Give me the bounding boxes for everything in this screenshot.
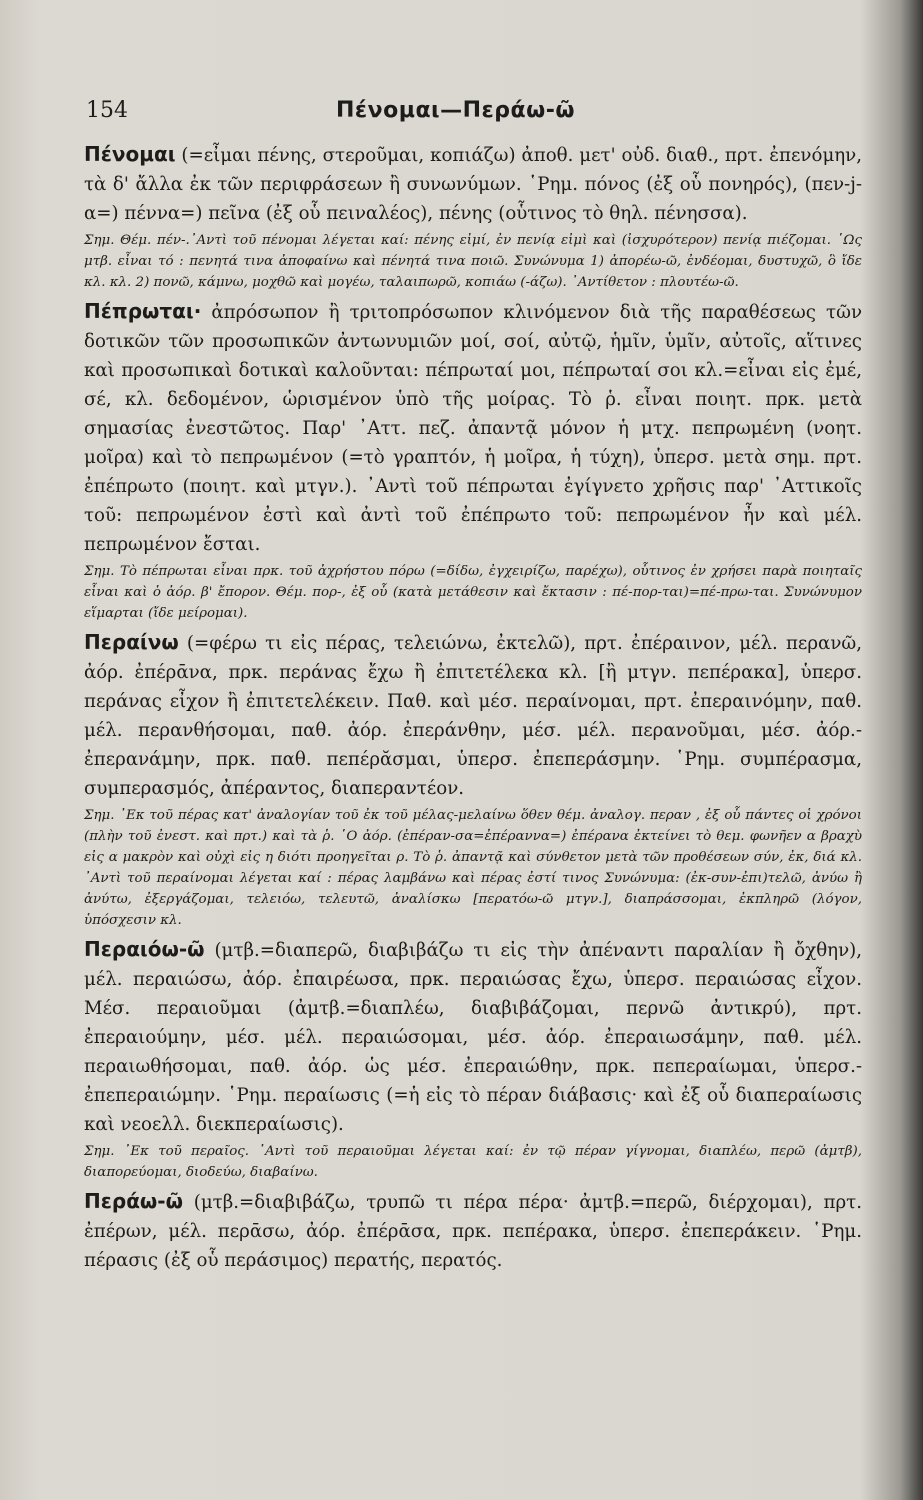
- entry-body: ἀπρόσωπον ἢ τριτοπρόσωπον κλινόμενον διὰ τῆς παραθέσεως τῶν δοτικῶν τῶν προσωπικῶν ἀντωνυμιῶν μοί, σοί, αὐτῷ, ἡμῖν, ὑμῖν, αὐτοῖς, αἵτινες καὶ προσωπικαὶ δοτικαὶ καλοῦνται: πέπρωταί μοι, πέπρωταί σοι κλ.=εἶναι εἰς ἐμέ, σέ, κλ. δεδομένον, ὡρισμένον ὑπὸ τῆς μοίρας. Τὸ ῥ. εἶναι ποιητ. πρκ. μετὰ σημασίας ἐνεστῶτος. Παρ' ᾿Αττ. πεζ. ἀπαντᾷ μόνον ἡ μτχ. πεπρωμένη (νοητ. μοῖρα) καὶ τὸ πεπρωμένον (=τὸ γραπτόν, ἡ μοῖρα, ἡ τύχη), ὑπερσ. μετὰ σημ. πρτ. ἐπέπρωτο (ποιητ. καὶ μτγν.). ᾿Αντὶ τοῦ πέπρωται ἐγίγνετο χρῆσις παρ' ᾿Αττικοῖς τοῦ: πεπρωμένον ἐστὶ καὶ ἀντὶ τοῦ ἐπέπρωτο τοῦ: πεπρωμένον ἦν καὶ μέλ. πεπρωμένον ἔσται.: [84, 302, 862, 555]
- dictionary-content: [84, 140, 862, 1277]
- entry-note: Σημ. ᾿Εκ τοῦ περαῖος. ᾿Αντὶ τοῦ περαιοῦμαι λέγεται καί: ἐν τῷ πέραν γίγνομαι, διαπλέω, περῶ (ἀμτβ), διαπορεύομαι, διοδεύω, διαβαίνω.: [84, 1144, 862, 1180]
- lemma: Περαίνω: [84, 630, 179, 654]
- entry-peprotai: [84, 297, 862, 559]
- page-header: [86, 98, 866, 134]
- lemma: Περάω-ῶ: [84, 1189, 183, 1213]
- entry-perainō: [84, 628, 862, 803]
- entry-body: (=εἶμαι πένης, στεροῦμαι, κοπιάζω) ἀποθ. μετ' οὐδ. διαθ., πρτ. ἐπενόμην, τὰ δ' ἄλλα ἐκ τῶν περιφράσεων ἢ συνωνύμων. ῾Ρημ. πόνος (ἐξ οὗ πονηρός), (πεν-j-α=) πέννα=) πεῖνα (ἐξ οὗ πειναλέος), πένης (οὗτινος τὸ θηλ. πένησσα).: [84, 145, 862, 224]
- entry-note: Σημ. Τὸ πέπρωται εἶναι πρκ. τοῦ ἀχρήστου πόρω (=δίδω, ἐγχειρίζω, παρέχω), οὗτινος ἐν χρήσει παρὰ ποιηταῖς εἶναι καὶ ὁ ἀόρ. β' ἔπορον. Θέμ. πορ-, ἐξ οὗ (κατὰ μετάθεσιν καὶ ἔκτασιν : πέ-πορ-ται)=πέ-πρω-ται. Συνώνυμον εἵμαρται (ἴδε μείρομαι).: [84, 564, 862, 621]
- entry-body: (μτβ.=διαπερῶ, διαβιβάζω τι εἰς τὴν ἀπέναντι παραλίαν ἢ ὄχθην), μέλ. περαιώσω, ἀόρ. ἐπαιρέωσα, πρκ. περαιώσας ἔχω, ὑπερσ. περαιώσας εἶχον. Μέσ. περαιοῦμαι (ἀμτβ.=διαπλέω, διαβιβάζομαι, περνῶ ἀντικρύ), πρτ. ἐπεραιούμην, μέσ. μέλ. περαιώσομαι, μέσ. ἀόρ. ἐπεραιωσάμην, παθ. μέλ. περαιωθήσομαι, παθ. ἀόρ. ὡς μέσ. ἐπεραιώθην, πρκ. πεπεραίωμαι, ὑπερσ.-ἐπεπεραιώμην. ῾Ρημ. περαίωσις (=ἡ εἰς τὸ πέραν διάβασις· καὶ ἐξ οὗ διαπεραίωσις καὶ νεοελλ. διεκπεραίωσις).: [84, 940, 862, 1135]
- entry-note: Σημ. Θέμ. πέν-.᾿Αντὶ τοῦ πένομαι λέγεται καί: πένης εἰμί, ἐν πενίᾳ εἰμὶ καὶ (ἰσχυρότερον) πενίᾳ πιέζομαι. ῾Ως μτβ. εἶναι τό : πενητά τινα ἀποφαίνω καὶ πένητά τινα ποιῶ. Συνώνυμα 1) ἀπορέω-ῶ, ἐνδέομαι, δυστυχῶ, ὃ ἴδε κλ. κλ. 2) πονῶ, κάμνω, μοχθῶ καὶ μογέω, ταλαιπωρῶ, κοπιάω (-άζω). ᾿Αντίθετον : πλουτέω-ῶ.: [84, 233, 862, 290]
- entry-penomai: [84, 140, 862, 228]
- entry-note: Σημ. ᾿Εκ τοῦ πέρας κατ' ἀναλογίαν τοῦ ἐκ τοῦ μέλας-μελαίνω ὅθεν θέμ. ἀναλογ. περαν , ἐξ οὗ πάντες οἱ χρόνοι (πλὴν τοῦ ἐνεστ. καὶ πρτ.) καὶ τὰ ῥ. ῾Ο ἀόρ. (ἐπέραν-σα=ἐπέραννα=) ἐπέρανα ἐκτείνει τὸ θεμ. φωνῆεν α βραχὺ εἰς α μακρὸν καὶ οὐχὶ εἰς η διότι προηγεῖται ρ. Τὸ ῥ. ἀπαντᾷ καὶ σύνθετον μετὰ τῶν προθέσεων σύν, ἐκ, διά κλ. ᾿Αντὶ τοῦ περαίνομαι λέγεται καί : πέρας λαμβάνω καὶ πέρας ἐστί τινος Συνώνυμα: (ἐκ-συν-ἐπι)τελῶ, ἀνύω ἢ ἀνύτω, ἐξεργάζομαι, τελειόω, τελευτῶ, ἀναλίσκω [περατόω-ῶ μτγν.], διαπράσσομαι, ἐκπληρῶ (λόγον, ὑπόσχεσιν κλ.: [84, 808, 862, 928]
- running-title: Πένομαι—Περάω-ῶ: [336, 98, 576, 123]
- entry-peraō: [84, 1187, 862, 1275]
- lemma: Πέπρωται·: [84, 299, 202, 323]
- page-number: 154: [86, 98, 128, 123]
- entry-peraioo: [84, 935, 862, 1139]
- entry-body: (=φέρω τι εἰς πέρας, τελειώνω, ἐκτελῶ), πρτ. ἐπέραινον, μέλ. περανῶ, ἀόρ. ἐπέρᾱνα, πρκ. περάνας ἔχω ἢ ἐπιτετέλεκα κλ. [ἢ μτγν. πεπέρακα], ὑπερσ. περάνας εἶχον ἢ ἐπιτετελέκειν. Παθ. καὶ μέσ. περαίνομαι, πρτ. ἐπεραινόμην, παθ. μέλ. περανθήσομαι, παθ. ἀόρ. ἐπεράνθην, μέσ. μέλ. περανοῦμαι, μέσ. ἀόρ.-ἐπερανάμην, πρκ. παθ. πεπέρᾰσμαι, ὑπερσ. ἐπεπεράσμην. ῾Ρημ. συμπέρασμα, συμπερασμός, ἀπέραντος, διαπεραντέον.: [84, 633, 862, 799]
- lemma: Πένομαι: [84, 142, 176, 166]
- lemma: Περαιόω-ῶ: [84, 937, 205, 961]
- entry-body: (μτβ.=διαβιβάζω, τρυπῶ τι πέρα πέρα· ἀμτβ.=περῶ, διέρχομαι), πρτ. ἐπέρων, μέλ. περᾱσω, ἀόρ. ἐπέρᾱσα, πρκ. πεπέρακα, ὑπερσ. ἐπεπεράκειν. ῾Ρημ. πέρασις (ἐξ οὗ περάσιμος) περατής, περατός.: [84, 1192, 862, 1271]
